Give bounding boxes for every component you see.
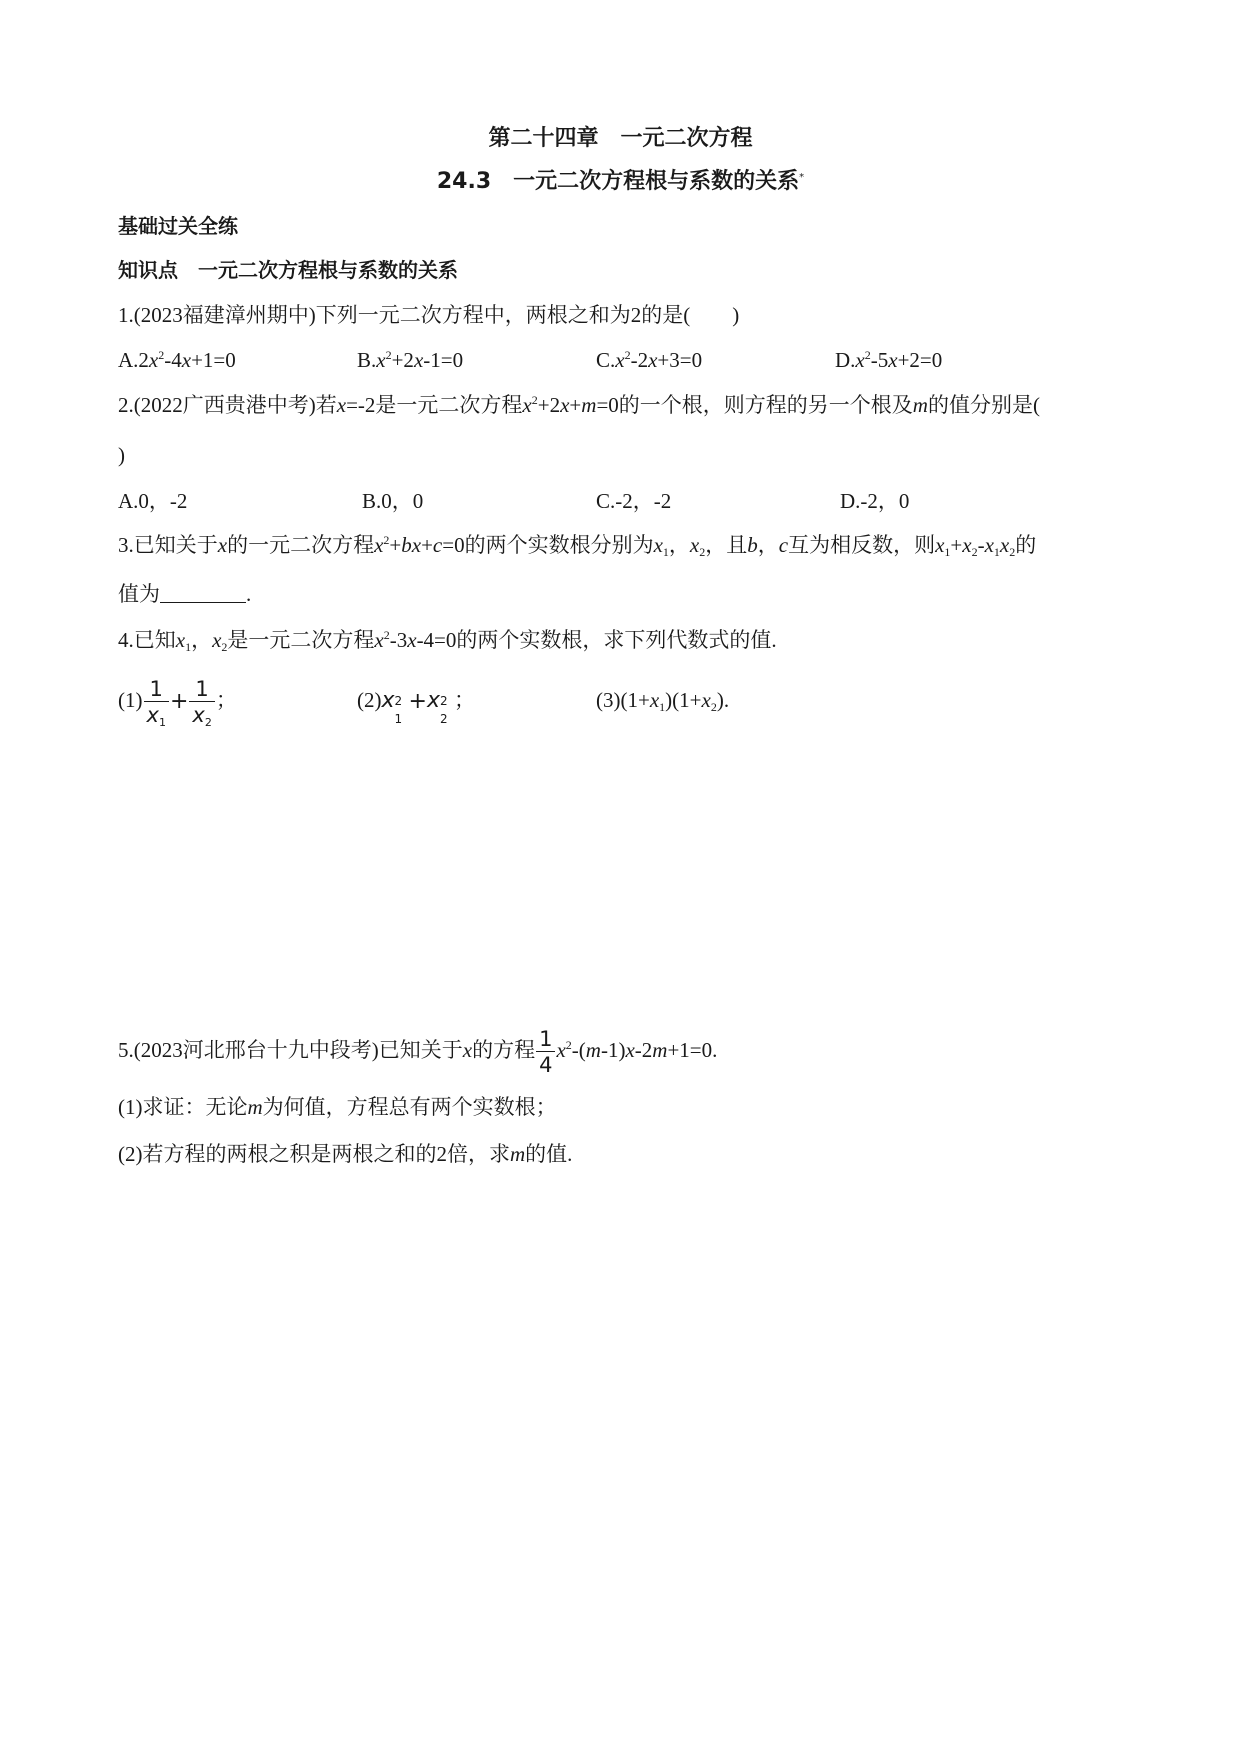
question-4-part-2: (2)x 2 1 +x 2 2 ； bbox=[357, 688, 475, 726]
section-title bbox=[0, 164, 1241, 195]
question-4-part-3: $(3)(1+x_1)(1+x_2)$. bbox=[596, 688, 730, 714]
fraction-one-quarter: $\frac{1}{4}$ bbox=[536, 1027, 555, 1078]
question-2-option-b[interactable]: B.0，0 bbox=[362, 489, 424, 513]
question-3-stem-end: 值为 . bbox=[118, 582, 252, 606]
chapter-title: 第二十四章 一元二次方程 bbox=[488, 126, 753, 151]
question-1-option-a[interactable]: $A.2x^2-4x+1=0$ bbox=[118, 348, 236, 372]
question-4-stem: 4.已知$x_1$，$x_2$是一元二次方程$x^2-3x-4=0$的两个实数根，求下列代数式的值. bbox=[118, 628, 777, 654]
question-2-option-c[interactable]: C.-2，-2 bbox=[596, 489, 672, 513]
question-5-part-2: (2)若方程的两根之积是两根之和的2倍，求m的值. bbox=[118, 1142, 573, 1166]
fraction-1-over-x2: $\frac{1}{x_2}$ bbox=[189, 677, 214, 728]
question-2-option-a[interactable]: A.0，-2 bbox=[118, 489, 188, 513]
section-title-text: 24.3 一元二次方程根与系数的关系 bbox=[436, 169, 800, 194]
question-1-option-c[interactable]: $C.x^2-2x+3=0$ bbox=[596, 348, 703, 372]
question-2-stem: 2.(2022广西贵港中考)若x=-2是一元二次方程$x^2+2x+m=0$的一个根，则方程的另一个根及m的值分别是( bbox=[118, 393, 1040, 417]
answer-blank[interactable] bbox=[160, 582, 246, 603]
question-4-part-1: (1) $\frac{1}{x_1}$ + $\frac{1}{x_2}$ ； bbox=[118, 676, 237, 729]
question-1-option-d[interactable]: $D.x^2-5x+2=0$ bbox=[835, 348, 943, 372]
question-2-option-d[interactable]: D.-2，0 bbox=[840, 489, 910, 513]
question-3-stem: 3.已知关于x的一元二次方程$x^2+bx+c=0$的两个实数根分别为$x_1$，$x_2$，且b，c互为相反数，则$x_1+x_2-x_1x_2$的 bbox=[118, 533, 1037, 559]
question-1-option-b[interactable]: $B.x^2+2x-1=0$ bbox=[357, 348, 464, 372]
question-5-stem: 5.(2023河北邢台十九中段考)已知关于x的方程 $\frac{1}{4}$ $x^2-(m-1)x-2m+1=0$. bbox=[118, 1026, 718, 1077]
knowledge-heading: 知识点 一元二次方程根与系数的关系 bbox=[118, 258, 458, 282]
section-mark: * bbox=[799, 172, 805, 183]
level-heading: 基础过关全练 bbox=[118, 214, 238, 238]
question-1-stem: 1.(2023福建漳州期中)下列一元二次方程中，两根之和为2的是( ) bbox=[118, 303, 740, 327]
question-5-part-1: (1)求证：无论m为何值，方程总有两个实数根； bbox=[118, 1095, 557, 1119]
fraction-1-over-x1: $\frac{1}{x_1}$ bbox=[144, 677, 169, 728]
question-2-stem-end: ) bbox=[118, 443, 125, 467]
